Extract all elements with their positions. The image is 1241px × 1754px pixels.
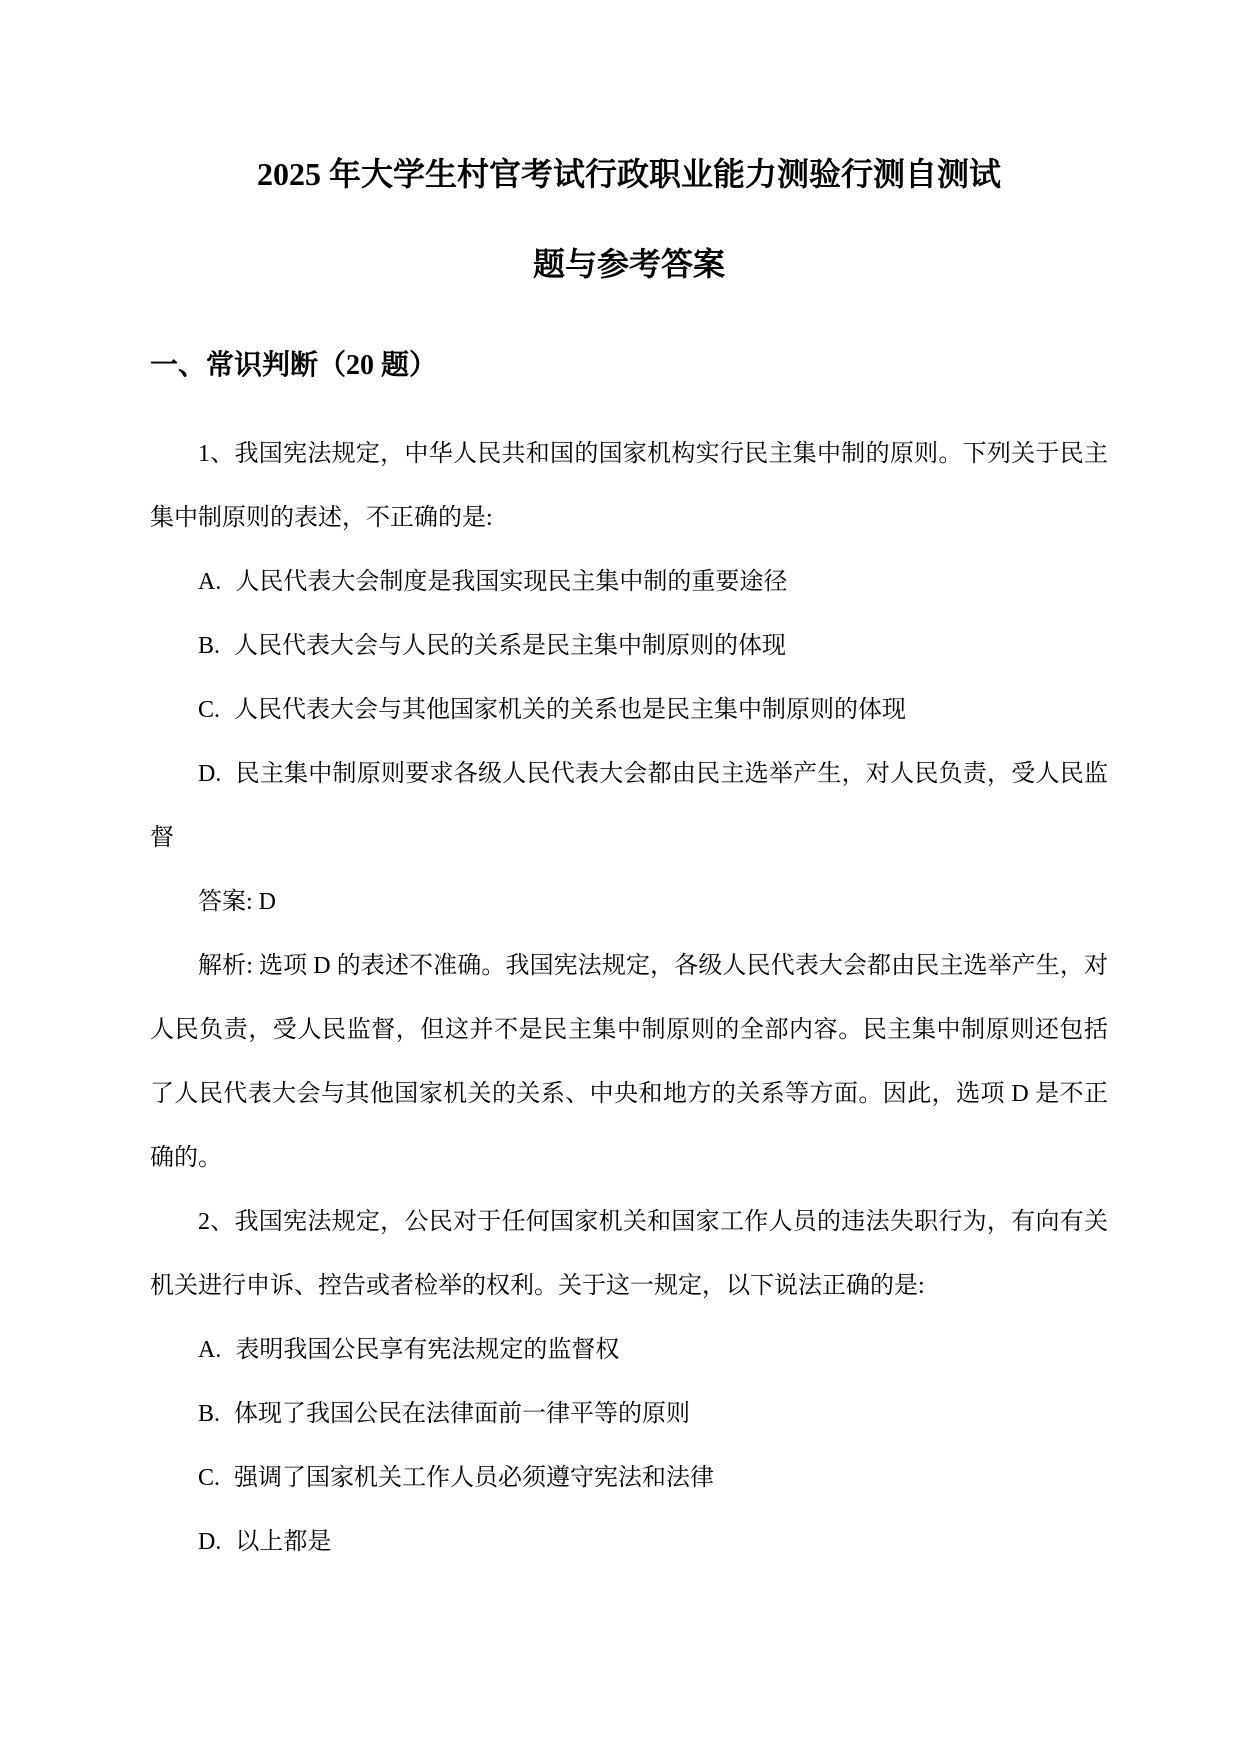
section-heading: 一、常识判断（20 题） bbox=[150, 350, 438, 381]
option-letter: C. bbox=[198, 697, 221, 723]
option-text: 人民代表大会与其他国家机关的关系也是民主集中制原则的体现 bbox=[234, 697, 907, 723]
option-text: 表明我国公民享有宪法规定的监督权 bbox=[235, 1337, 620, 1363]
option-text: 人民代表大会制度是我国实现民主集中制的重要途径 bbox=[235, 569, 788, 595]
option-letter: D. bbox=[198, 1529, 222, 1555]
option-letter: C. bbox=[198, 1465, 221, 1491]
document-body bbox=[150, 422, 1108, 1574]
option-text: 人民代表大会与人民的关系是民主集中制原则的体现 bbox=[234, 633, 787, 659]
option-letter: A. bbox=[198, 569, 222, 595]
question-1-option-b bbox=[150, 614, 1108, 678]
option-text: 以上都是 bbox=[235, 1529, 332, 1555]
question-1-option-d bbox=[150, 742, 1108, 870]
option-letter: B. bbox=[198, 1401, 221, 1427]
document-title-line1: 2025 年大学生村官考试行政职业能力测验行测自测试 bbox=[256, 156, 1001, 192]
option-letter: D. bbox=[198, 761, 222, 787]
text-column bbox=[0, 152, 1241, 1574]
question-2-option-c bbox=[150, 1446, 1108, 1510]
option-letter: A. bbox=[198, 1337, 222, 1363]
question-2-stem: 2、我国宪法规定，公民对于任何国家机关和国家工作人员的违法失职行为，有向有关机关进行申诉、控告或者检举的权利。关于这一规定，以下说法正确的是: bbox=[150, 1209, 1108, 1299]
option-text: 体现了我国公民在法律面前一律平等的原则 bbox=[234, 1401, 691, 1427]
document-title-line2: 题与参考答案 bbox=[532, 246, 725, 282]
question-1-answer: 答案: D bbox=[198, 889, 276, 915]
question-1-option-a bbox=[150, 550, 1108, 614]
question-1-stem: 1、我国宪法规定，中华人民共和国的国家机构实行民主集中制的原则。下列关于民主集中制原则的表述，不正确的是: bbox=[150, 441, 1108, 531]
option-letter: B. bbox=[198, 633, 221, 659]
question-2-option-d bbox=[150, 1510, 1108, 1574]
question-2-option-b bbox=[150, 1382, 1108, 1446]
question-1-option-c bbox=[150, 678, 1108, 742]
option-text: 民主集中制原则要求各级人民代表大会都由民主选举产生，对人民负责，受人民监督 bbox=[150, 761, 1108, 851]
question-2-option-a bbox=[150, 1318, 1108, 1382]
question-1-analysis: 解析: 选项 D 的表述不准确。我国宪法规定，各级人民代表大会都由民主选举产生，对人民负责，受人民监督，但这并不是民主集中制原则的全部内容。民主集中制原则还包括了人民代表大会与其他国家机关的关系、中央和地方的关系等方面。因此，选项 D 是不正确的。 bbox=[150, 953, 1108, 1171]
option-text: 强调了国家机关工作人员必须遵守宪法和法律 bbox=[234, 1465, 715, 1491]
